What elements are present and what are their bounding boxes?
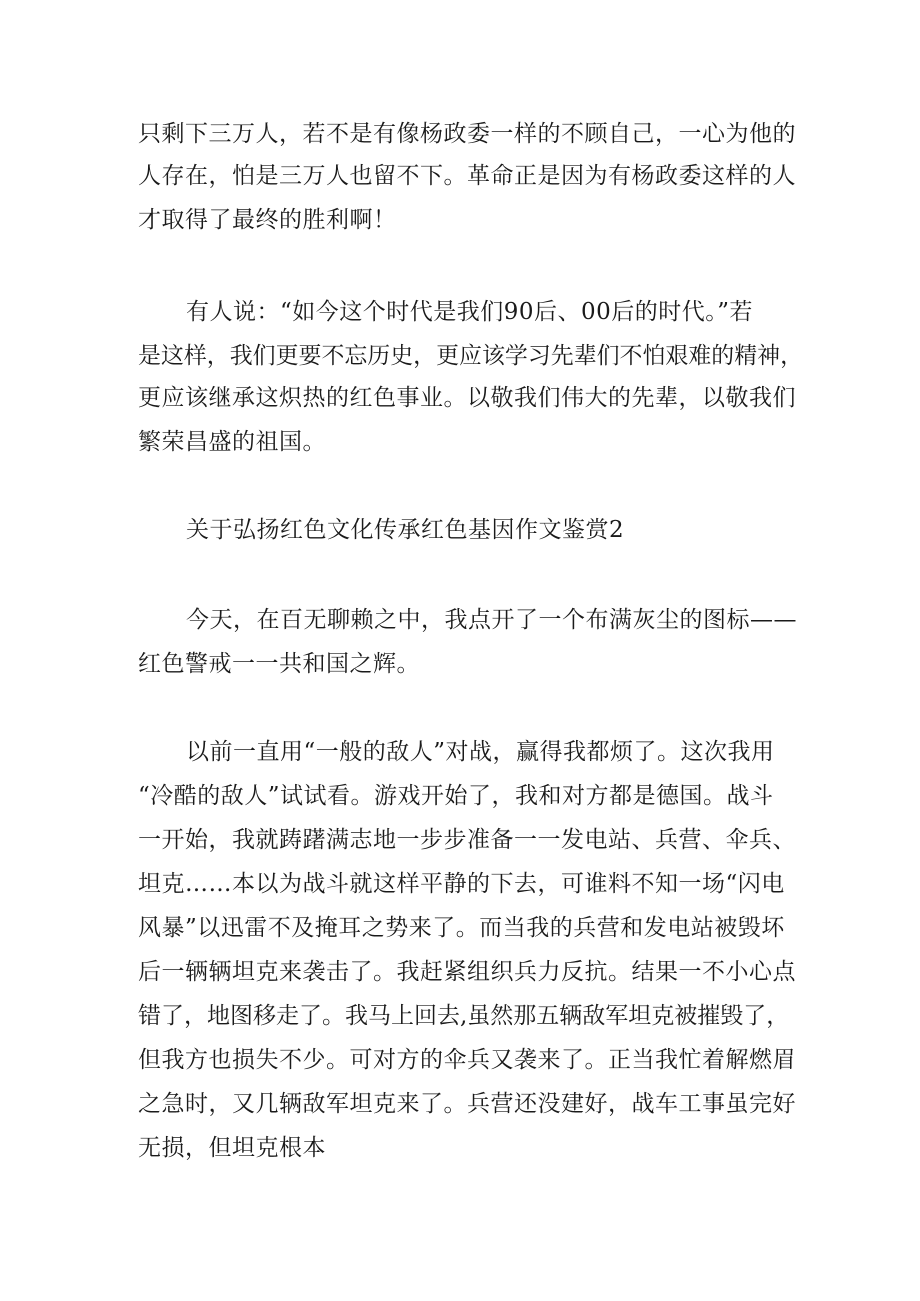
paragraph-5-line-7: 错了，地图移走了。我马上回去,虽然那五辆敌军坦克被摧毁了， [138,1003,790,1029]
paragraph-4-line-1: 今天，在百无聊赖之中，我点开了一个布满灰尘的图标—— [186,607,797,633]
paragraph-5-line-8: 但我方也损失不少。可对方的伞兵又袭来了。正当我忙着解燃眉 [138,1047,796,1073]
paragraph-2-line-3: 更应该继承这炽热的红色事业。以敬我们伟大的先辈，以敬我们 [138,385,796,411]
paragraph-4-line-2: 红色警戒一一共和国之辉。 [138,651,420,677]
essay-title: 关于弘扬红色文化传承红色基因作文鉴赏2 [186,517,625,543]
paragraph-5-line-3: 一开始，我就踌躇满志地一步步准备一一发电站、兵营、伞兵、 [138,827,796,853]
paragraph-2-line-2: 是这样，我们更要不忘历史，更应该学习先辈们不怕艰难的精神， [138,343,803,369]
paragraph-5-line-10: 无损，但坦克根本 [138,1135,326,1161]
paragraph-1-line-1: 只剩下三万人，若不是有像杨政委一样的不顾自己，一心为他的 [138,121,796,147]
paragraph-5-line-5: 风暴”以迅雷不及掩耳之势来了。而当我的兵营和发电站被毁坏 [138,915,785,941]
paragraph-1-line-2: 人存在，怕是三万人也留不下。革命正是因为有杨政委这样的人 [138,163,796,189]
paragraph-2-line-1: 有人说：“如今这个时代是我们90后、00后的时代。”若 [186,299,754,325]
paragraph-5-line-2: “冷酷的敌人”试试看。游戏开始了，我和对方都是德国。战斗 [138,783,774,809]
paragraph-5-line-6: 后一辆辆坦克来袭击了。我赶紧组织兵力反抗。结果一不小心点 [138,959,796,985]
paragraph-5-line-9: 之急时，又几辆敌军坦克来了。兵营还没建好，战车工事虽完好 [138,1091,796,1117]
paragraph-5-line-4: 坦克……本以为战斗就这样平静的下去，可谁料不知一场“闪电 [138,871,785,897]
paragraph-1-line-3: 才取得了最终的胜利啊！ [138,207,397,233]
paragraph-2-line-4: 繁荣昌盛的祖国。 [138,429,326,455]
paragraph-5-line-1: 以前一直用“一般的敌人”对战，赢得我都烦了。这次我用 [186,739,775,765]
